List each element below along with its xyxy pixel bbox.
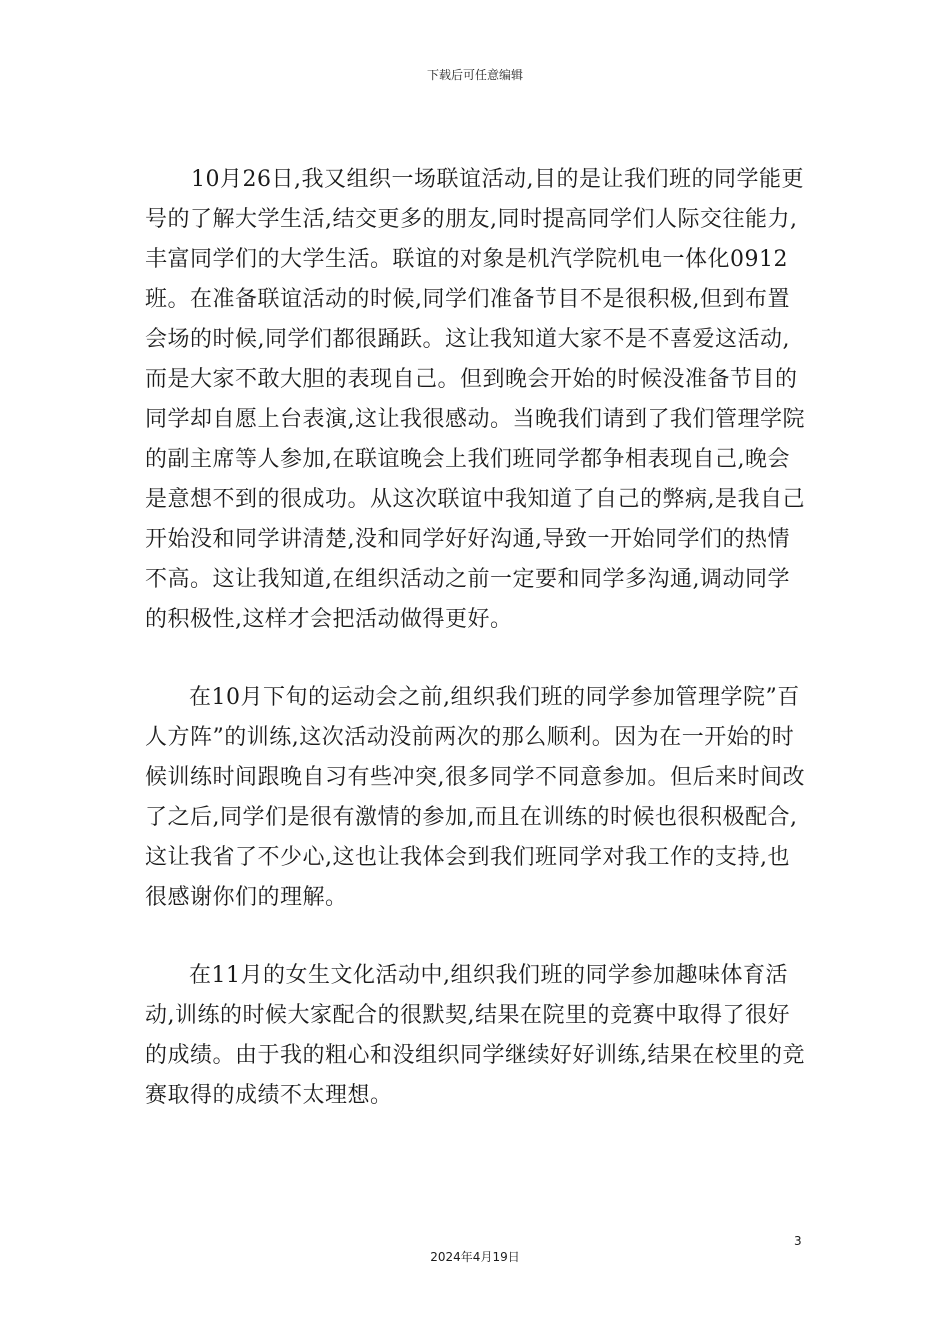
document-body xyxy=(145,160,805,1154)
page-number: 3 xyxy=(794,1234,802,1248)
paragraph-1: 10月26日,我又组织一场联谊活动,目的是让我们班的同学能更号的了解大学生活,结交更多的朋友,同时提高同学们人际交往能力,丰富同学们的大学生活。联谊的对象是机汽学院机电一体化0912班。在准备联谊活动的时候,同学们准备节目不是很积极,但到布置会场的时候,同学们都很踊跃。这让我知道大家不是不喜爱这活动,而是大家不敢大胆的表现自己。但到晚会开始的时候没准备节目的同学却自愿上台表演,这让我很感动。当晚我们请到了我们管理学院的副主席等人参加,在联谊晚会上我们班同学都争相表现自己,晚会是意想不到的很成功。从这次联谊中我知道了自己的弊病,是我自己开始没和同学讲清楚,没和同学好好沟通,导致一开始同学们的热情不高。这让我知道,在组织活动之前一定要和同学多沟通,调动同学的积极性,这样才会把活动做得更好。 xyxy=(145,167,805,632)
paragraph-3: 在11月的女生文化活动中,组织我们班的同学参加趣味体育活动,训练的时候大家配合的很默契,结果在院里的竞赛中取得了很好的成绩。由于我的粗心和没组织同学继续好好训练,结果在校里的竞赛取得的成绩不太理想。 xyxy=(145,963,805,1108)
page-header: 下载后可任意编辑 xyxy=(426,68,523,82)
paragraph-2: 在10月下旬的运动会之前,组织我们班的同学参加管理学院”百人方阵”的训练,这次活动没前两次的那么顺利。因为在一开始的时候训练时间跟晚自习有些冲突,很多同学不同意参加。但后来时间改了之后,同学们是很有激情的参加,而且在训练的时候也很积极配合,这让我省了不少心,这也让我体会到我们班同学对我工作的支持,也很感谢你们的理解。 xyxy=(145,685,805,910)
page-footer-date: 2024年4月19日 xyxy=(430,1250,520,1264)
